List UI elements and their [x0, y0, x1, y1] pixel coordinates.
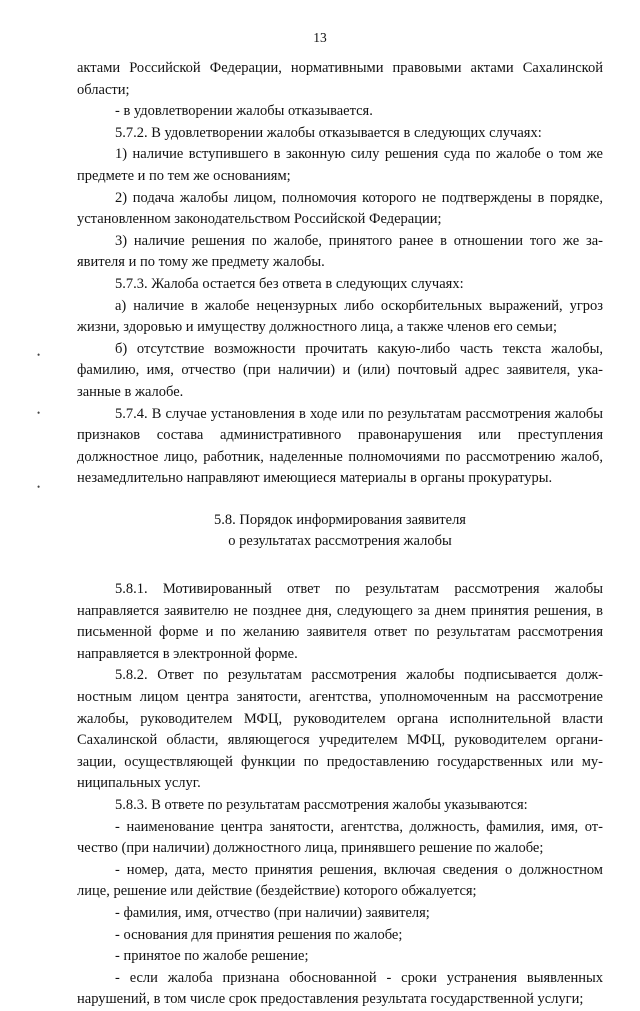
paragraph: 5.8.1. Мотивированный ответ по результатам рассмотрения жалобы направляется заявителю не позднее дня, следующего за днем принятия решения, в письменной форме и по желанию заявителя ответ по результатам рассмотрения направляется в электронной форме. — [77, 581, 603, 662]
section-5-8 — [77, 579, 603, 1011]
paragraph: 5.8.2. Ответ по результатам рассмотрения жалобы подписывается должностным лицом центра занятости, агентства, уполномоченным на рассмотрение жалобы, руководителем МФЦ, руководителем органа исполнительной власти Сахалинской области, являющегося учредителем МФЦ, руководителем организации, осуществляющей функции по предоставлению государственных или муниципальных услуг. — [77, 667, 603, 792]
paragraph: - наименование центра занятости, агентства, должность, фамилия, имя, отчество (при наличии) должностного лица, принявшего решение по жалобе; — [77, 818, 603, 857]
paragraph: 2) подача жалобы лицом, полномочия которого не подтверждены в порядке, установленном законодательством Российской Федерации; — [77, 189, 603, 228]
paragraph: а) наличие в жалобе нецензурных либо оскорбительных выражений, угроз жизни, здоровью и имуществу должностного лица, а также членов его семьи; — [77, 297, 603, 336]
paragraph: 5.7.4. В случае установления в ходе или по результатам рассмотрения жалобы признаков состава административного правонарушения или преступления должностное лицо, работник, наделенные полномочиями по рассмотрению жалоб, незамедлительно направляют имеющиеся материалы в органы прокуратуры. — [77, 405, 603, 487]
paragraph: - если жалоба признана обоснованной - сроки устранения выявленных нарушений, в том числе срок предоставления результата государственной услуги; — [77, 969, 603, 1008]
paragraph: актами Российской Федерации, нормативными правовыми актами Сахалинской области; — [77, 60, 603, 98]
section-5-7 — [77, 58, 603, 490]
page-number: 13 — [313, 30, 327, 45]
paragraph: - принятое по жалобе решение; — [115, 948, 309, 965]
paragraph: - основания для принятия решения по жалобе; — [115, 926, 403, 943]
paragraph: - номер, дата, место принятия решения, включая сведения о должностном лице, решение или действие (бездействие) которого обжалуется; — [77, 861, 603, 900]
paragraph: 3) наличие решения по жалобе, принятого ранее в отношении того же заявителя и по тому же предмету жалобы. — [77, 232, 603, 271]
document-body — [77, 58, 603, 1011]
paragraph: - фамилия, имя, отчество (при наличии) заявителя; — [115, 904, 430, 921]
margin-mark: • — [37, 350, 41, 360]
paragraph: 1) наличие вступившего в законную силу решения суда по жалобе о том же предмете и по тем же основаниям; — [77, 146, 603, 184]
paragraph: 5.7.2. В удовлетворении жалобы отказывается в следующих случаях: — [115, 124, 542, 141]
paragraph: 5.7.3. Жалоба остается без ответа в следующих случаях: — [115, 275, 464, 292]
section-heading-5-8 — [77, 510, 603, 553]
paragraph: б) отсутствие возможности прочитать какую-либо часть текста жалобы, фамилию, имя, отчество (при наличии) и (или) почтовый адрес заявителя, указанные в жалобе. — [77, 340, 603, 400]
margin-mark: • — [37, 408, 41, 418]
heading-line-1: 5.8. Порядок информирования заявителя — [214, 511, 466, 528]
paragraph: - в удовлетворении жалобы отказывается. — [115, 103, 373, 120]
paragraph: 5.8.3. В ответе по результатам рассмотрения жалобы указываются: — [115, 797, 528, 813]
margin-mark: • — [37, 482, 41, 492]
heading-line-2: о результатах рассмотрения жалобы — [228, 533, 452, 550]
